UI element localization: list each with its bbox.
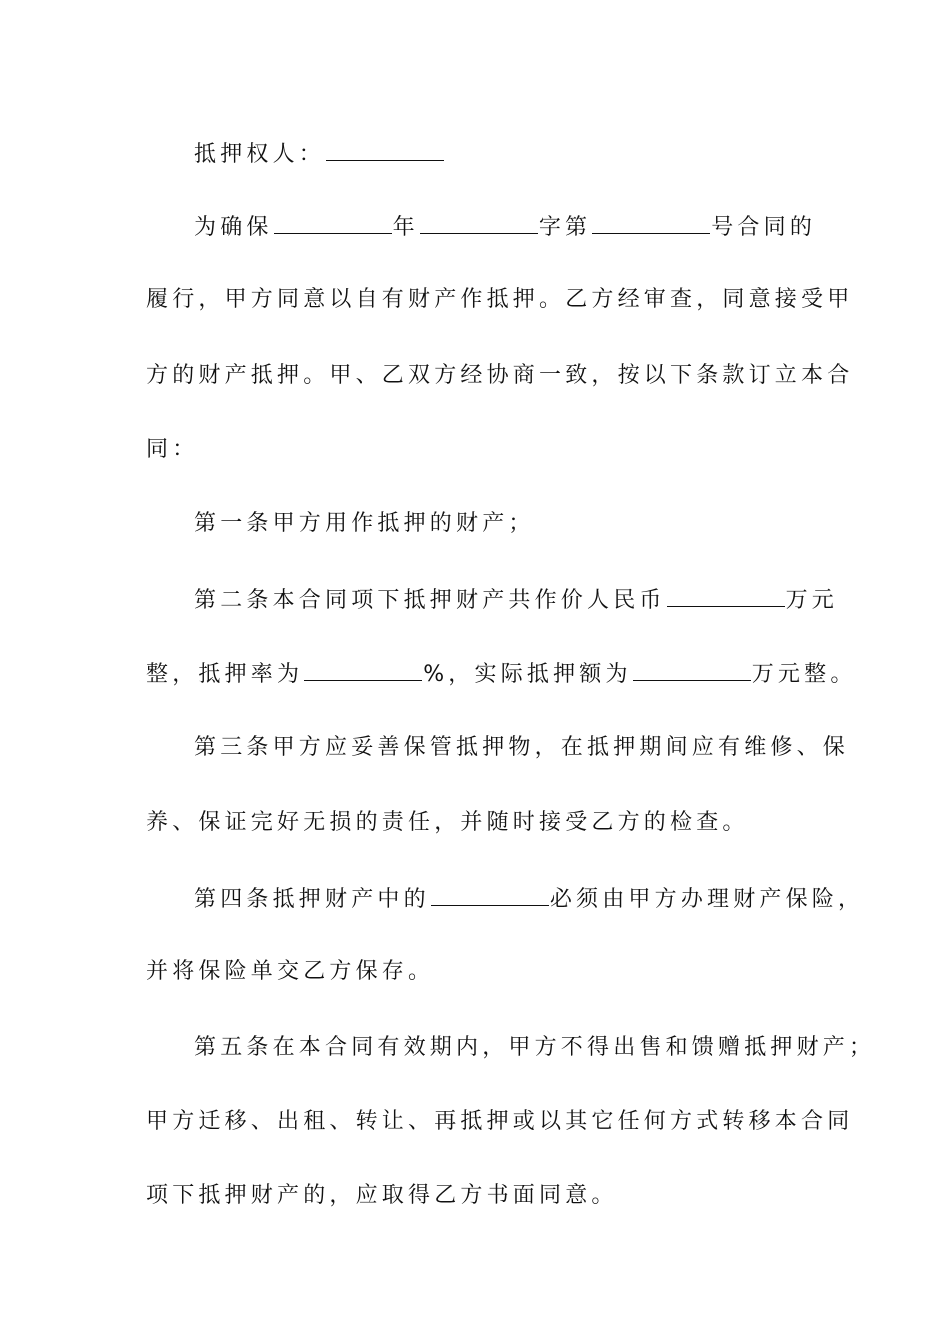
article-5-line-3: 项下抵押财产的，应取得乙方书面同意。: [146, 1183, 618, 1208]
article-3-line-1: 第三条甲方应妥善保管抵押物，在抵押期间应有维修、保: [194, 735, 850, 760]
article-2-line-1: [194, 584, 839, 616]
art2-text-a: 第二条本合同项下抵押财产共作价人民币: [194, 588, 666, 613]
mortgagee-line: [194, 138, 806, 170]
contract-number-blank: [592, 211, 710, 234]
art2-text-e: 万元整。: [751, 662, 857, 687]
mortgage-amount-blank: [633, 658, 751, 681]
art2-text-d: %，实际抵押额为: [423, 662, 632, 687]
mortgage-rate-blank: [304, 658, 422, 681]
contract-year-blank: [274, 211, 392, 234]
contract-prefix-blank: [420, 211, 538, 234]
intro-line-2: 履行，甲方同意以自有财产作抵押。乙方经审查，同意接受甲: [146, 287, 854, 312]
article-4-line-2: 并将保险单交乙方保存。: [146, 959, 435, 984]
intro-line-1: [194, 211, 817, 243]
article-1: 第一条甲方用作抵押的财产；: [194, 511, 535, 536]
insured-property-blank: [431, 883, 549, 906]
mortgagee-label: 抵押权人：: [194, 142, 326, 167]
art4-text-a: 第四条抵押财产中的: [194, 887, 430, 912]
intro-line-3: 方的财产抵押。甲、乙双方经协商一致，按以下条款订立本合: [146, 363, 854, 388]
article-4-line-1: [194, 883, 865, 915]
article-5-line-1: 第五条在本合同有效期内，甲方不得出售和馈赠抵押财产；: [194, 1035, 876, 1060]
intro-text-d: 号合同的: [711, 215, 817, 240]
article-5-line-2: 甲方迁移、出租、转让、再抵押或以其它任何方式转移本合同: [146, 1109, 854, 1134]
article-3-line-2: 养、保证完好无损的责任，并随时接受乙方的检查。: [146, 810, 749, 835]
intro-line-4: 同：: [146, 437, 199, 462]
article-2-line-2: [146, 658, 857, 690]
intro-text-b: 年: [392, 215, 419, 240]
mortgagee-blank: [326, 138, 444, 161]
art4-text-b: 必须由甲方办理财产保险，: [549, 887, 865, 912]
art2-text-b: 万元: [785, 588, 839, 613]
valuation-blank: [667, 584, 785, 607]
intro-text-c: 字第: [538, 215, 592, 240]
art2-text-c: 整，抵押率为: [146, 662, 304, 687]
intro-text-a: 为确保: [194, 215, 273, 240]
